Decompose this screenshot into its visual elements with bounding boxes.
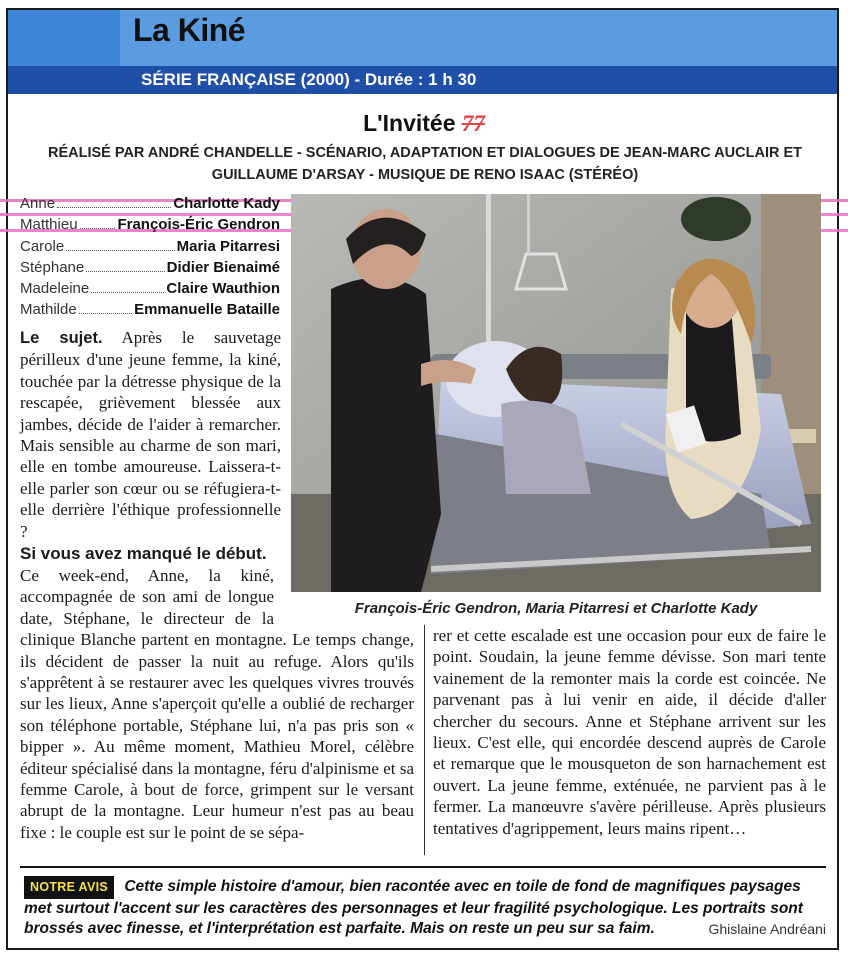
cast-list xyxy=(20,193,280,321)
cast-row xyxy=(20,193,280,214)
cast-role: Madeleine xyxy=(20,280,90,298)
cast-role: Matthieu xyxy=(20,216,78,234)
cast-actor: Charlotte Kady xyxy=(173,195,280,212)
sujet-text: Après le sauvetage périlleux d'une jeune femme, la kiné, touchée par la détresse physique de la rescapée, grièvement blessée aux jambes, décide de l'aider à remarcher. Mais sensible au charme de son mari, elle en tombe amoureuse. Laissera-t-elle parler son cœur ou se réfugiera-t-elle derrière l'éthique professionnelle ? xyxy=(20,328,282,541)
sujet-lead: Le sujet. xyxy=(20,329,103,347)
cast-actor: Maria Pitarresi xyxy=(176,237,280,255)
cast-actor: Emmanuelle Bataille xyxy=(134,301,280,319)
cast-actor: Claire Wauthion xyxy=(166,280,280,298)
debut-text-col2 xyxy=(433,625,826,839)
review-divider xyxy=(20,866,826,868)
debut-text-a: Ce week-end, Anne, la kiné, accompagnée de son ami de longue date, Stéphane, le directeur de la clinique Blanche partent en montagne. Le temps change, ils décident de passer la nuit au refuge. Alors qu'ils s'apprêtent à se restaurer avec les quelques vivres trouvés sur les lieux, Anne s'aperçoit qu'elle a oublié de recharger son téléphone portable, Stéphane lui, n'a pas pris son « bipper ». Au même moment, Mathieu Morel, célèbre éditeur spécialisé dans la montagne, féru d'alpinisme et sa femme Carole, à bout de force, grimpent sur le versant abrupt de la montagne. Leur humeur n'est pas au beau fixe : le couple est sur le point de se sépa- xyxy=(20,566,414,842)
review-author: Ghislaine Andréani xyxy=(708,921,826,937)
cast-row xyxy=(20,214,280,235)
show-subtitle: SÉRIE FRANÇAISE (2000) - Durée : 1 h 30 xyxy=(141,70,477,89)
cast-row xyxy=(20,299,280,320)
episode-heading xyxy=(0,110,848,137)
episode-credits: RÉALISÉ PAR ANDRÉ CHANDELLE - SCÉNARIO, ADAPTATION ET DIALOGUES DE JEAN-MARC AUCLAIR ET GUILLAUME D'ARSAY - MUSIQUE DE RENO ISAAC (STÉRÉO) xyxy=(47,145,802,183)
photo-caption: François-Éric Gendron, Maria Pitarresi et Charlotte Kady xyxy=(354,600,758,617)
debut-text-b: rer et cette escalade est une occasion pour eux de faire le point. Soudain, la jeune femme dévisse. Son mari tente vainement de la remonter mais la corde est coincée. Ne parvenant pas à lui venir en aide, il décide d'aller chercher du secours. Anne et Stéphane arrivent sur les lieux. C'est elle, qui encordée descend auprès de Carole et remarque que le mousqueton de son harnachement est ouvert. La jeune femme, exténuée, ne parvient pas à le fermer. La manœuvre s'avère périlleuse. Après plusieurs tentatives d'agrippement, leurs mains ripent… xyxy=(433,626,826,838)
cast-role: Carole xyxy=(20,237,65,255)
caption-wrap-space xyxy=(274,565,414,625)
cast-row xyxy=(20,278,280,299)
episode-title: L'Invitée xyxy=(363,110,456,136)
debut-lead-paragraph xyxy=(20,543,281,564)
review-badge: NOTRE AVIS xyxy=(24,876,114,899)
review-text: Cette simple histoire d'amour, bien racontée avec en toile de fond de magnifiques paysages met surtout l'accent sur les caractères des personnages et leur fragilité psychologique. Les portraits sont brossés avec finesse, et l'interprétation est parfaite. Mais on reste un peu sur sa faim. xyxy=(24,878,803,937)
title-bar-accent xyxy=(8,10,120,66)
rating-mark: 77 xyxy=(461,111,485,136)
episode-photo xyxy=(291,194,821,592)
review-box xyxy=(24,876,826,940)
cast-role: Anne xyxy=(20,195,56,212)
column-divider xyxy=(424,625,425,855)
cast-role: Mathilde xyxy=(20,301,77,319)
subtitle-bar xyxy=(8,66,837,94)
cast-actor: François-Éric Gendron xyxy=(117,216,280,234)
cast-role: Stéphane xyxy=(20,258,85,276)
debut-text-col1 xyxy=(20,565,414,860)
sujet-paragraph xyxy=(20,327,281,542)
cast-row xyxy=(20,236,280,257)
show-title: La Kiné xyxy=(133,12,246,48)
cast-actor: Didier Bienaimé xyxy=(166,258,280,276)
cast-row xyxy=(20,257,280,278)
debut-lead: Si vous avez manqué le début. xyxy=(20,544,267,563)
